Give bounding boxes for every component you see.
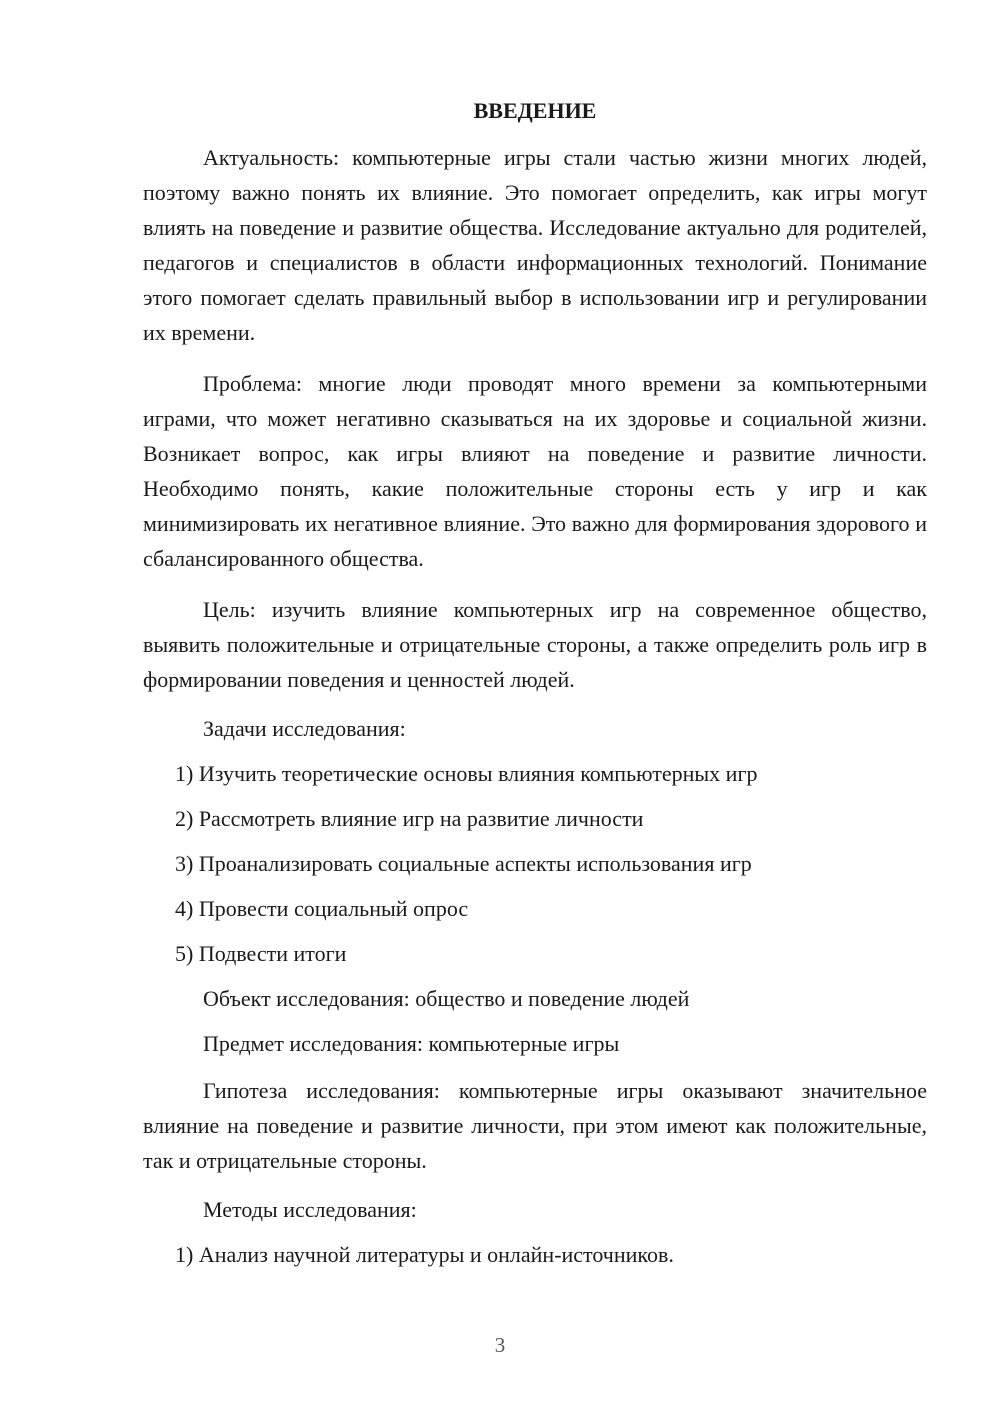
task-item-4: 4) Провести социальный опрос — [175, 896, 469, 921]
task-item-1: 1) Изучить теоретические основы влияния компьютерных игр — [175, 761, 758, 786]
method-item-1: 1) Анализ научной литературы и онлайн-источников. — [175, 1242, 674, 1267]
page-content — [143, 96, 927, 1284]
problem-paragraph: Проблема: многие люди проводят много времени за компьютерными играми, что может негативно сказываться на их здоровье и социальной жизни. Возникает вопрос, как игры влияют на поведение и развитие личности. Необходимо понять, какие положительные стороны есть у игр и как минимизировать их негативное влияние. Это важно для формирования здорового и сбалансированного общества. — [143, 371, 927, 571]
research-object: Объект исследования: общество и поведение людей — [203, 986, 690, 1011]
goal-paragraph: Цель: изучить влияние компьютерных игр на современное общество, выявить положительные и отрицательные стороны, а также определить роль игр в формировании поведения и ценностей людей. — [143, 597, 927, 692]
task-item-2: 2) Рассмотреть влияние игр на развитие личности — [175, 806, 644, 831]
hypothesis-paragraph: Гипотеза исследования: компьютерные игры оказывают значительное влияние на поведение и развитие личности, при этом имеют как положительные, так и отрицательные стороны. — [143, 1078, 927, 1173]
methods-heading: Методы исследования: — [203, 1197, 417, 1222]
tasks-heading: Задачи исследования: — [203, 716, 406, 741]
task-item-5: 5) Подвести итоги — [175, 941, 347, 966]
relevance-paragraph: Актуальность: компьютерные игры стали частью жизни многих людей, поэтому важно понять их влияние. Это помогает определить, как игры могут влиять на поведение и развитие общества. Исследование актуально для родителей, педагогов и специалистов в области информационных технологий. Понимание этого помогает сделать правильный выбор в использовании игр и регулировании их времени. — [143, 145, 927, 345]
task-item-3: 3) Проанализировать социальные аспекты использования игр — [175, 851, 752, 876]
research-subject: Предмет исследования: компьютерные игры — [203, 1031, 620, 1056]
section-title: ВВЕДЕНИЕ — [473, 98, 597, 123]
page-number: 3 — [494, 1333, 506, 1357]
